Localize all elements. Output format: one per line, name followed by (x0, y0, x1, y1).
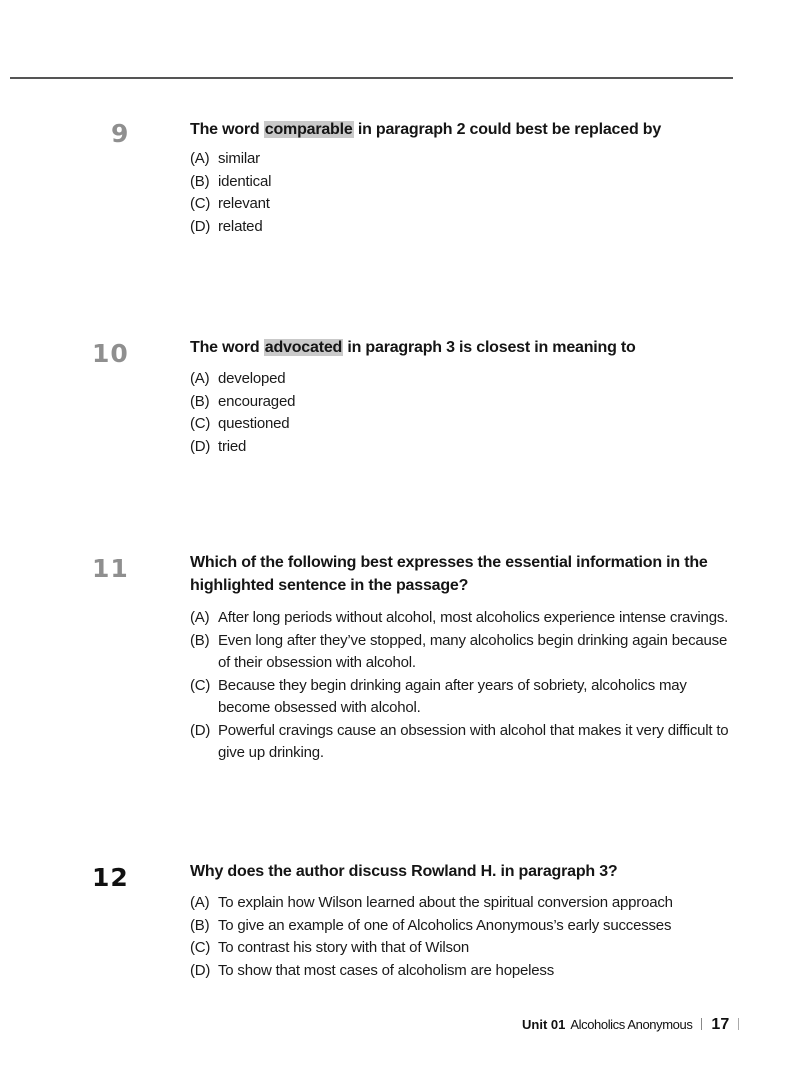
option-a[interactable] (190, 607, 735, 630)
option-text: similar (218, 150, 260, 167)
stem-text: in paragraph 3 is closest in meaning to (343, 339, 636, 356)
option-b[interactable] (190, 915, 735, 938)
option-letter: (A) (190, 894, 210, 911)
highlighted-word: advocated (264, 339, 343, 356)
option-letter: (B) (190, 172, 210, 190)
footer-separator (701, 1018, 702, 1030)
option-letter: (A) (190, 150, 210, 167)
question-stem: Why does the author discuss Rowland H. in paragraph 3? (190, 863, 618, 880)
option-d[interactable] (190, 960, 735, 983)
option-letter: (A) (190, 609, 210, 626)
option-letter: (C) (190, 939, 211, 956)
option-text: Powerful cravings cause an obsession with alcohol that makes it very difficult to give up drinking. (218, 721, 729, 761)
option-text: After long periods without alcohol, most alcoholics experience intense cravings. (218, 609, 729, 626)
option-b[interactable] (190, 171, 735, 194)
option-letter: (C) (190, 195, 211, 212)
option-c[interactable] (190, 193, 735, 216)
option-letter: (C) (190, 415, 211, 432)
option-letter: (B) (190, 631, 210, 649)
option-text: related (218, 217, 263, 235)
option-text: To show that most cases of alcoholism are hopeless (218, 961, 555, 979)
option-text: To explain how Wilson learned about the spiritual conversion approach (218, 894, 673, 911)
option-text: To contrast his story with that of Wilson (218, 939, 470, 956)
stem-text: The word (190, 121, 264, 138)
option-text: tried (218, 437, 247, 455)
option-letter: (B) (190, 392, 210, 410)
option-text: questioned (218, 415, 290, 432)
option-c[interactable] (190, 675, 735, 720)
footer-separator (738, 1018, 739, 1030)
option-b[interactable] (190, 630, 735, 675)
option-d[interactable] (190, 216, 735, 239)
option-b[interactable] (190, 391, 735, 414)
option-a[interactable] (190, 892, 735, 915)
stem-text: The word (190, 339, 264, 356)
option-text: To give an example of one of Alcoholics Anonymous’s early successes (218, 916, 672, 934)
option-text: encouraged (218, 392, 296, 410)
option-letter: (C) (190, 676, 211, 694)
option-letter: (A) (190, 370, 210, 387)
answer-options (190, 148, 735, 238)
option-letter: (D) (190, 217, 211, 235)
option-d[interactable] (190, 436, 735, 459)
footer-unit-title: Alcoholics Anonymous (570, 1017, 693, 1032)
answer-options (190, 368, 735, 458)
option-text: Because they begin drinking again after years of sobriety, alcoholics may become obsessed with alcohol. (218, 676, 687, 716)
option-d[interactable] (190, 720, 735, 765)
option-letter: (D) (190, 721, 211, 739)
option-text: developed (218, 370, 286, 387)
option-c[interactable] (190, 413, 735, 436)
question-stem (190, 336, 735, 359)
top-divider-rule (10, 77, 733, 79)
option-text: relevant (218, 195, 270, 212)
option-letter: (D) (190, 437, 211, 455)
answer-options (190, 892, 735, 982)
question-stem: Which of the following best expresses the essential information in the highlighted sentence in the passage? (190, 554, 708, 594)
option-c[interactable] (190, 937, 735, 960)
option-text: identical (218, 172, 272, 190)
answer-options (190, 607, 735, 765)
stem-text: in paragraph 2 could best be replaced by (353, 121, 662, 138)
option-a[interactable] (190, 148, 735, 171)
highlighted-word: comparable (264, 121, 353, 138)
option-letter: (D) (190, 961, 211, 979)
page-number: 17 (711, 1016, 730, 1033)
page-footer (522, 1016, 739, 1034)
option-a[interactable] (190, 368, 735, 391)
question-stem (190, 118, 735, 141)
option-text: Even long after they’ve stopped, many alcoholics begin drinking again because of their obsession with alcohol. (218, 631, 728, 671)
option-letter: (B) (190, 916, 210, 934)
question-number: 12 (92, 863, 129, 892)
question-number: 9 (111, 119, 130, 148)
question-number: 11 (92, 554, 129, 583)
question-number: 10 (92, 339, 129, 368)
footer-unit-label: Unit 01 (522, 1017, 566, 1032)
